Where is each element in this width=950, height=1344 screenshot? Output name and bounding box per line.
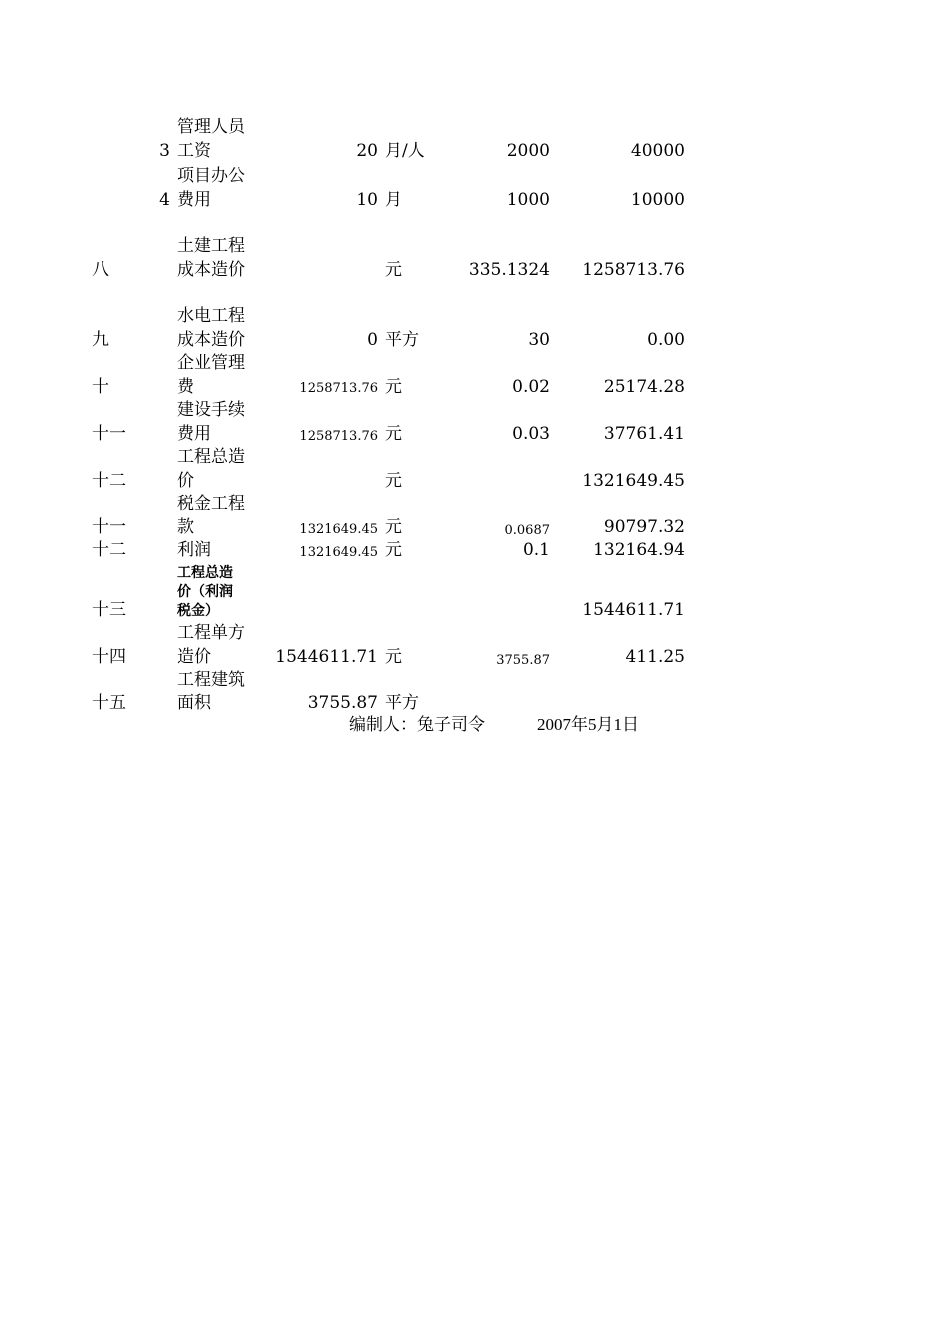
item-number: 十四 xyxy=(92,647,126,667)
date-label: 2007年5月1日 xyxy=(537,715,639,734)
unit-cell: 元 xyxy=(385,260,402,280)
price-cell: 0.1 xyxy=(522,540,550,560)
total-cell: 90797.32 xyxy=(603,517,685,537)
item-name: 税金） xyxy=(177,603,219,619)
unit-cell: 月/人 xyxy=(385,141,425,161)
price-cell: 30 xyxy=(528,330,550,350)
price-cell: 0.02 xyxy=(512,377,550,397)
item-name: 工程单方 xyxy=(177,623,245,643)
quantity-cell: 1258713.76 xyxy=(299,381,378,396)
total-cell: 40000 xyxy=(630,141,685,161)
item-name: 工程建筑 xyxy=(177,670,245,690)
price-cell: 3755.87 xyxy=(496,653,550,668)
price-cell: 2000 xyxy=(506,141,550,161)
item-name: 款 xyxy=(177,517,194,537)
item-number: 十 xyxy=(92,377,109,397)
total-cell: 1544611.71 xyxy=(582,600,685,620)
unit-cell: 平方 xyxy=(385,330,419,350)
item-number: 十二 xyxy=(92,540,126,560)
quantity-cell: 1544611.71 xyxy=(275,647,378,667)
quantity-cell: 0 xyxy=(367,330,378,350)
item-name: 费 xyxy=(177,377,194,397)
unit-cell: 元 xyxy=(385,540,402,560)
item-name: 工资 xyxy=(177,141,211,161)
item-name: 费用 xyxy=(177,190,211,210)
unit-cell: 月 xyxy=(385,190,402,210)
unit-cell: 元 xyxy=(385,377,402,397)
quantity-cell: 1321649.45 xyxy=(299,545,378,560)
item-number: 4 xyxy=(159,190,170,210)
item-name: 建设手续 xyxy=(177,400,245,420)
item-number: 九 xyxy=(92,330,109,350)
preparer-label: 编制人：兔子司令 xyxy=(349,715,485,734)
total-cell: 25174.28 xyxy=(603,377,685,397)
item-name: 项目办公 xyxy=(177,166,245,186)
total-cell: 37761.41 xyxy=(603,424,685,444)
item-number: 十一 xyxy=(92,517,126,537)
total-cell: 411.25 xyxy=(625,647,685,667)
price-cell: 0.0687 xyxy=(504,523,550,538)
price-cell: 0.03 xyxy=(512,424,550,444)
total-cell: 1258713.76 xyxy=(582,260,685,280)
item-number: 八 xyxy=(92,260,109,280)
quantity-cell: 1258713.76 xyxy=(299,429,378,444)
item-name: 企业管理 xyxy=(177,353,245,373)
item-name: 水电工程 xyxy=(177,306,245,326)
item-name: 价（利润 xyxy=(177,584,233,600)
total-cell: 0.00 xyxy=(647,330,685,350)
item-name: 成本造价 xyxy=(177,330,245,350)
item-name: 管理人员 xyxy=(177,117,245,137)
item-name: 成本造价 xyxy=(177,260,245,280)
unit-cell: 元 xyxy=(385,471,402,491)
quantity-cell: 10 xyxy=(356,190,378,210)
quantity-cell: 20 xyxy=(356,141,378,161)
item-number: 十三 xyxy=(92,600,126,620)
item-name: 利润 xyxy=(177,540,211,560)
unit-cell: 元 xyxy=(385,647,402,667)
item-number: 3 xyxy=(159,141,170,161)
item-number: 十五 xyxy=(92,693,126,713)
total-cell: 132164.94 xyxy=(593,540,685,560)
quantity-cell: 3755.87 xyxy=(307,693,378,713)
item-name: 工程总造 xyxy=(177,447,245,467)
item-name: 价 xyxy=(177,471,194,491)
item-number: 十二 xyxy=(92,471,126,491)
total-cell: 10000 xyxy=(630,190,685,210)
item-name: 费用 xyxy=(177,424,211,444)
quantity-cell: 1321649.45 xyxy=(299,522,378,537)
item-name: 造价 xyxy=(177,647,211,667)
unit-cell: 平方 xyxy=(385,693,419,713)
item-number: 十一 xyxy=(92,424,126,444)
item-name: 税金工程 xyxy=(177,494,245,514)
total-cell: 1321649.45 xyxy=(582,471,685,491)
item-name: 土建工程 xyxy=(177,236,245,256)
item-name: 面积 xyxy=(177,693,211,713)
price-cell: 1000 xyxy=(506,190,550,210)
item-name: 工程总造 xyxy=(177,565,233,581)
price-cell: 335.1324 xyxy=(468,260,550,280)
unit-cell: 元 xyxy=(385,424,402,444)
unit-cell: 元 xyxy=(385,517,402,537)
